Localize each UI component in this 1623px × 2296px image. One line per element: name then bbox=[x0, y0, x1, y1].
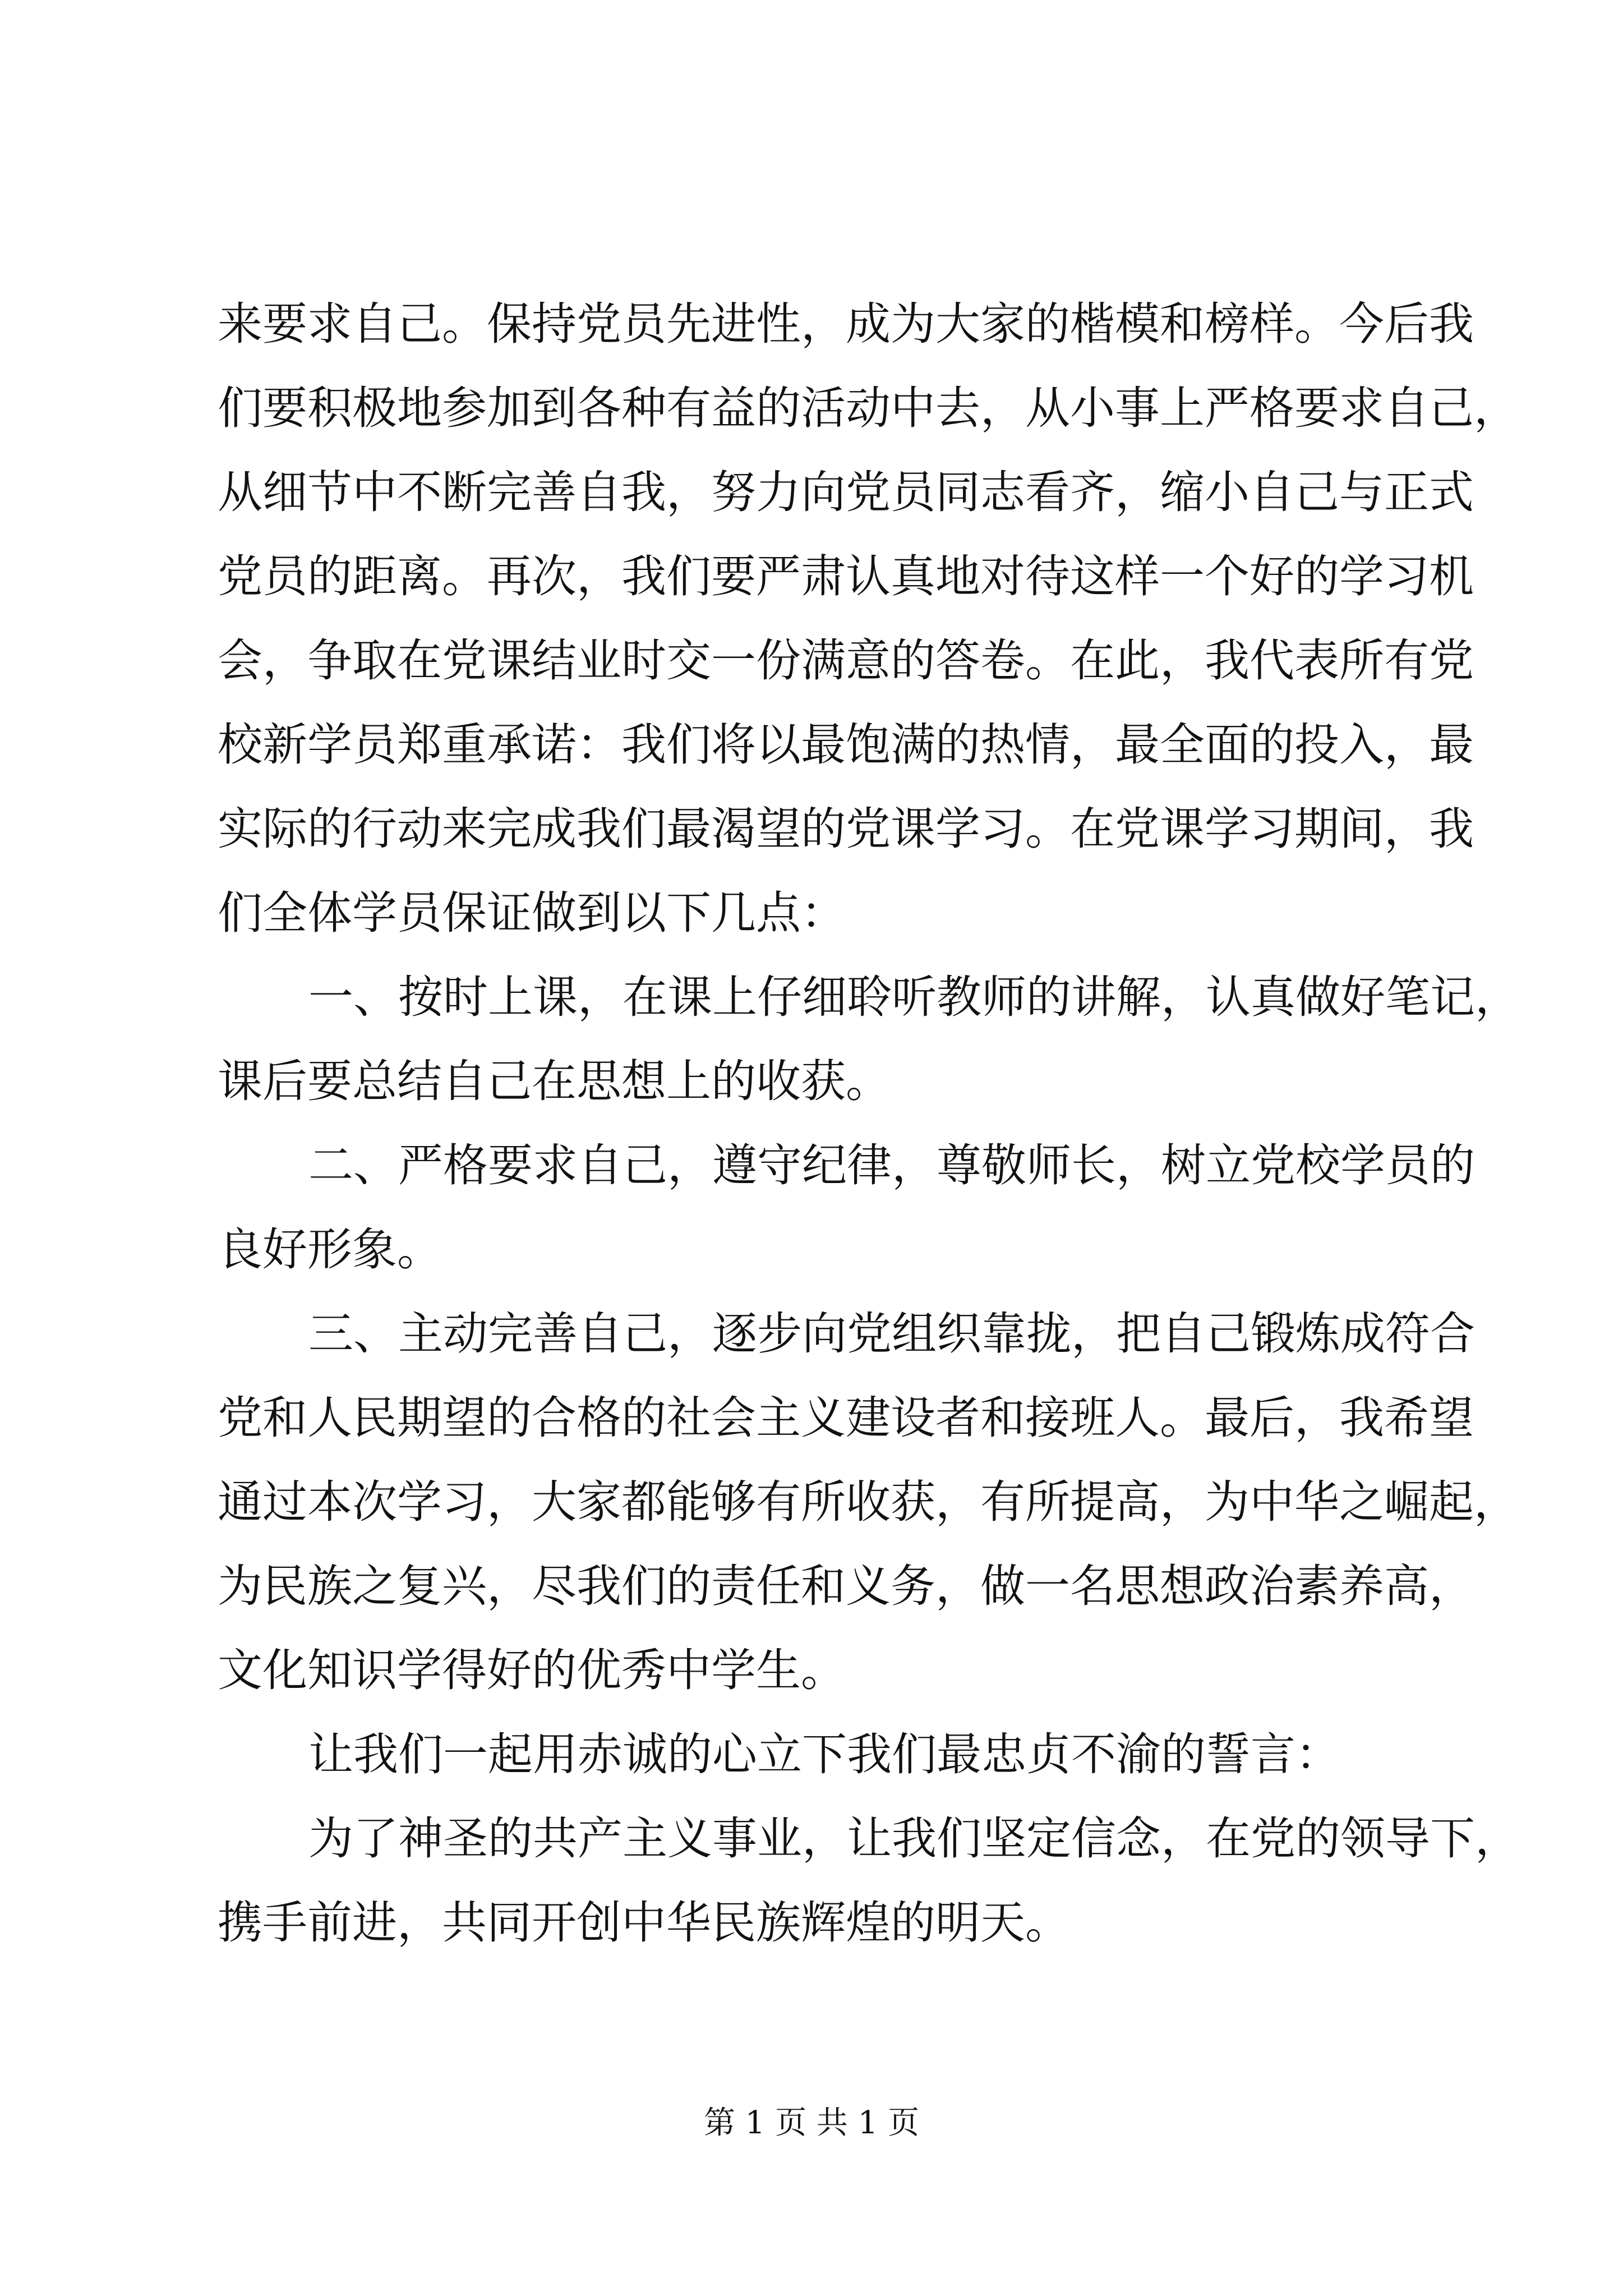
list-item-line: 一、按时上课，在课上仔细聆听教师的讲解，认真做好笔记， bbox=[308, 971, 1520, 1023]
paragraph-line: 携手前进，共同开创中华民族辉煌的明天。 bbox=[218, 1897, 1070, 1949]
list-item-line: 通过本次学习，大家都能够有所收获，有所提高，为中华之崛起， bbox=[218, 1476, 1519, 1528]
paragraph-line: 会，争取在党课结业时交一份满意的答卷。在此，我代表所有党 bbox=[218, 634, 1474, 687]
list-item-line: 党和人民期望的合格的社会主义建设者和接班人。最后，我希望 bbox=[218, 1392, 1474, 1444]
paragraph-line: 们要积极地参加到各种有益的活动中去，从小事上严格要求自己， bbox=[218, 382, 1519, 434]
list-item-line: 三、主动完善自己，逐步向党组织靠拢，把自己锻炼成符合 bbox=[308, 1308, 1475, 1360]
paragraph-line: 们全体学员保证做到以下几点： bbox=[218, 887, 846, 939]
list-item-line: 良好形象。 bbox=[218, 1223, 442, 1276]
paragraph-line: 来要求自己。保持党员先进性，成为大家的楷模和榜样。今后我 bbox=[218, 298, 1474, 350]
paragraph-line: 实际的行动来完成我们最渴望的党课学习。在党课学习期间，我 bbox=[218, 803, 1474, 855]
list-item-line: 课后要总结自己在思想上的收获。 bbox=[218, 1055, 891, 1107]
page-number-footer: 第 1 页 共 1 页 bbox=[703, 2105, 920, 2141]
paragraph-line: 党员的距离。再次，我们要严肃认真地对待这样一个好的学习机 bbox=[218, 550, 1474, 602]
list-item-line: 二、严格要求自己，遵守纪律，尊敬师长，树立党校学员的 bbox=[308, 1139, 1475, 1191]
list-item-line: 为民族之复兴，尽我们的责任和义务，做一名思想政治素养高， bbox=[218, 1560, 1474, 1612]
paragraph-line: 让我们一起用赤诚的心立下我们最忠贞不渝的誓言： bbox=[308, 1728, 1340, 1780]
paragraph-line: 从细节中不断完善自我，努力向党员同志看齐，缩小自己与正式 bbox=[218, 466, 1474, 518]
list-item-line: 文化知识学得好的优秀中学生。 bbox=[218, 1644, 846, 1696]
paragraph-line: 为了神圣的共产主义事业，让我们坚定信念，在党的领导下， bbox=[308, 1812, 1520, 1865]
paragraph-line: 校新学员郑重承诺：我们将以最饱满的热情，最全面的投入，最 bbox=[218, 719, 1474, 771]
